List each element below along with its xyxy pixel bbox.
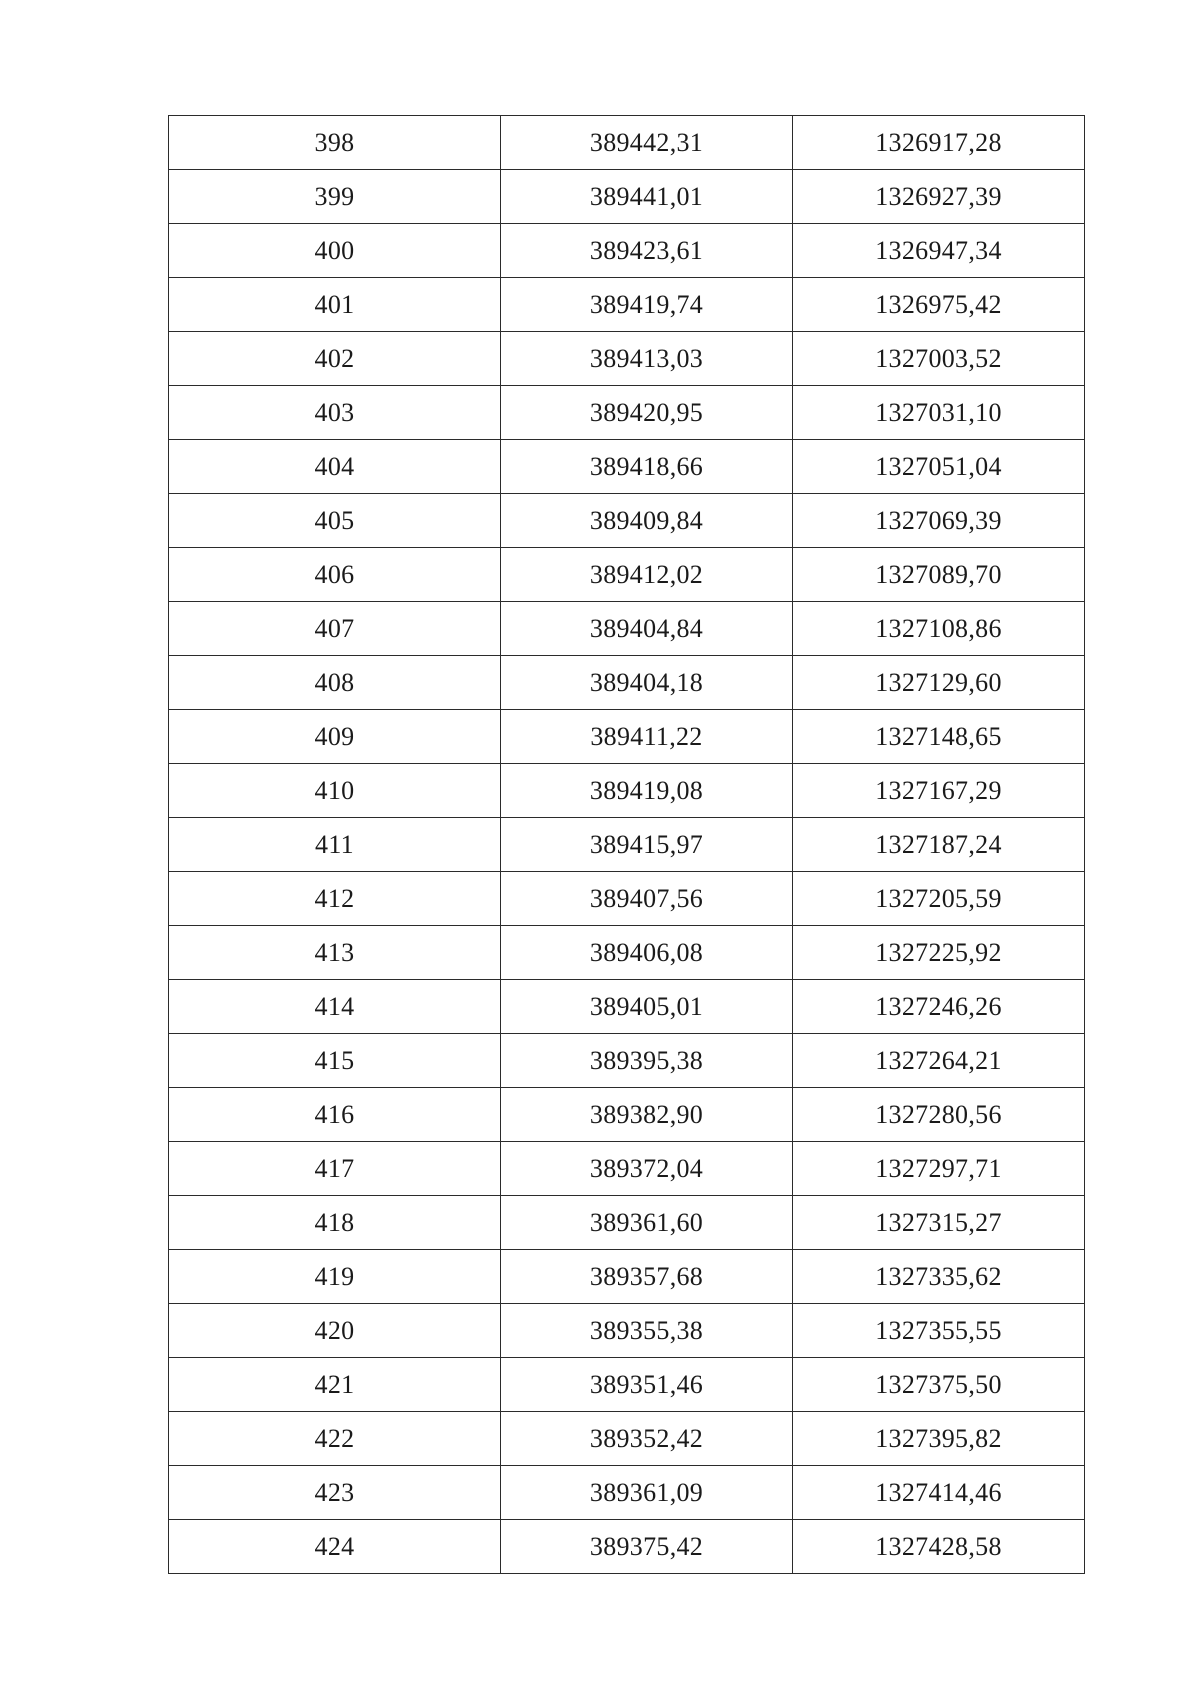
y-coordinate-cell: 1326947,34 (793, 224, 1085, 278)
table-row (169, 494, 1085, 548)
x-coordinate-cell: 389419,08 (501, 764, 793, 818)
point-number-cell: 415 (169, 1034, 501, 1088)
x-coordinate-cell: 389419,74 (501, 278, 793, 332)
point-number-cell: 418 (169, 1196, 501, 1250)
table-row (169, 386, 1085, 440)
y-coordinate-cell: 1327129,60 (793, 656, 1085, 710)
y-coordinate-cell: 1327375,50 (793, 1358, 1085, 1412)
y-coordinate-cell: 1327225,92 (793, 926, 1085, 980)
point-number-cell: 399 (169, 170, 501, 224)
y-coordinate-cell: 1327428,58 (793, 1520, 1085, 1574)
table-row (169, 926, 1085, 980)
table-row (169, 1466, 1085, 1520)
table-row (169, 1304, 1085, 1358)
x-coordinate-cell: 389441,01 (501, 170, 793, 224)
y-coordinate-cell: 1326975,42 (793, 278, 1085, 332)
point-number-cell: 416 (169, 1088, 501, 1142)
x-coordinate-cell: 389412,02 (501, 548, 793, 602)
y-coordinate-cell: 1327264,21 (793, 1034, 1085, 1088)
y-coordinate-cell: 1327089,70 (793, 548, 1085, 602)
table-row (169, 278, 1085, 332)
y-coordinate-cell: 1326927,39 (793, 170, 1085, 224)
point-number-cell: 413 (169, 926, 501, 980)
x-coordinate-cell: 389361,60 (501, 1196, 793, 1250)
table-row (169, 1088, 1085, 1142)
y-coordinate-cell: 1327414,46 (793, 1466, 1085, 1520)
point-number-cell: 421 (169, 1358, 501, 1412)
x-coordinate-cell: 389372,04 (501, 1142, 793, 1196)
table-row (169, 224, 1085, 278)
y-coordinate-cell: 1327051,04 (793, 440, 1085, 494)
point-number-cell: 411 (169, 818, 501, 872)
x-coordinate-cell: 389418,66 (501, 440, 793, 494)
table-row (169, 116, 1085, 170)
point-number-cell: 403 (169, 386, 501, 440)
x-coordinate-cell: 389413,03 (501, 332, 793, 386)
point-number-cell: 407 (169, 602, 501, 656)
table-row (169, 1196, 1085, 1250)
y-coordinate-cell: 1327280,56 (793, 1088, 1085, 1142)
point-number-cell: 402 (169, 332, 501, 386)
x-coordinate-cell: 389395,38 (501, 1034, 793, 1088)
y-coordinate-cell: 1327335,62 (793, 1250, 1085, 1304)
point-number-cell: 400 (169, 224, 501, 278)
table-row (169, 170, 1085, 224)
table-row (169, 1412, 1085, 1466)
table-row (169, 1520, 1085, 1574)
x-coordinate-cell: 389404,18 (501, 656, 793, 710)
table-row (169, 656, 1085, 710)
coordinates-table-body (169, 116, 1085, 1574)
table-row (169, 872, 1085, 926)
x-coordinate-cell: 389357,68 (501, 1250, 793, 1304)
x-coordinate-cell: 389442,31 (501, 116, 793, 170)
x-coordinate-cell: 389351,46 (501, 1358, 793, 1412)
point-number-cell: 422 (169, 1412, 501, 1466)
y-coordinate-cell: 1327297,71 (793, 1142, 1085, 1196)
x-coordinate-cell: 389409,84 (501, 494, 793, 548)
y-coordinate-cell: 1327315,27 (793, 1196, 1085, 1250)
x-coordinate-cell: 389375,42 (501, 1520, 793, 1574)
x-coordinate-cell: 389415,97 (501, 818, 793, 872)
table-row (169, 602, 1085, 656)
point-number-cell: 414 (169, 980, 501, 1034)
y-coordinate-cell: 1326917,28 (793, 116, 1085, 170)
table-row (169, 1142, 1085, 1196)
point-number-cell: 401 (169, 278, 501, 332)
x-coordinate-cell: 389382,90 (501, 1088, 793, 1142)
x-coordinate-cell: 389407,56 (501, 872, 793, 926)
y-coordinate-cell: 1327395,82 (793, 1412, 1085, 1466)
y-coordinate-cell: 1327031,10 (793, 386, 1085, 440)
x-coordinate-cell: 389404,84 (501, 602, 793, 656)
x-coordinate-cell: 389352,42 (501, 1412, 793, 1466)
x-coordinate-cell: 389411,22 (501, 710, 793, 764)
point-number-cell: 412 (169, 872, 501, 926)
point-number-cell: 398 (169, 116, 501, 170)
y-coordinate-cell: 1327069,39 (793, 494, 1085, 548)
y-coordinate-cell: 1327108,86 (793, 602, 1085, 656)
x-coordinate-cell: 389423,61 (501, 224, 793, 278)
table-row (169, 980, 1085, 1034)
point-number-cell: 424 (169, 1520, 501, 1574)
y-coordinate-cell: 1327148,65 (793, 710, 1085, 764)
table-row (169, 1250, 1085, 1304)
table-row (169, 710, 1085, 764)
point-number-cell: 417 (169, 1142, 501, 1196)
x-coordinate-cell: 389405,01 (501, 980, 793, 1034)
table-row (169, 332, 1085, 386)
point-number-cell: 423 (169, 1466, 501, 1520)
point-number-cell: 410 (169, 764, 501, 818)
table-row (169, 440, 1085, 494)
y-coordinate-cell: 1327355,55 (793, 1304, 1085, 1358)
y-coordinate-cell: 1327003,52 (793, 332, 1085, 386)
coordinates-table (168, 115, 1085, 1574)
y-coordinate-cell: 1327187,24 (793, 818, 1085, 872)
table-row (169, 1358, 1085, 1412)
point-number-cell: 409 (169, 710, 501, 764)
point-number-cell: 406 (169, 548, 501, 602)
point-number-cell: 408 (169, 656, 501, 710)
point-number-cell: 420 (169, 1304, 501, 1358)
x-coordinate-cell: 389420,95 (501, 386, 793, 440)
table-row (169, 764, 1085, 818)
table-row (169, 818, 1085, 872)
point-number-cell: 404 (169, 440, 501, 494)
y-coordinate-cell: 1327246,26 (793, 980, 1085, 1034)
table-row (169, 1034, 1085, 1088)
point-number-cell: 419 (169, 1250, 501, 1304)
point-number-cell: 405 (169, 494, 501, 548)
x-coordinate-cell: 389361,09 (501, 1466, 793, 1520)
table-row (169, 548, 1085, 602)
y-coordinate-cell: 1327167,29 (793, 764, 1085, 818)
y-coordinate-cell: 1327205,59 (793, 872, 1085, 926)
x-coordinate-cell: 389406,08 (501, 926, 793, 980)
x-coordinate-cell: 389355,38 (501, 1304, 793, 1358)
